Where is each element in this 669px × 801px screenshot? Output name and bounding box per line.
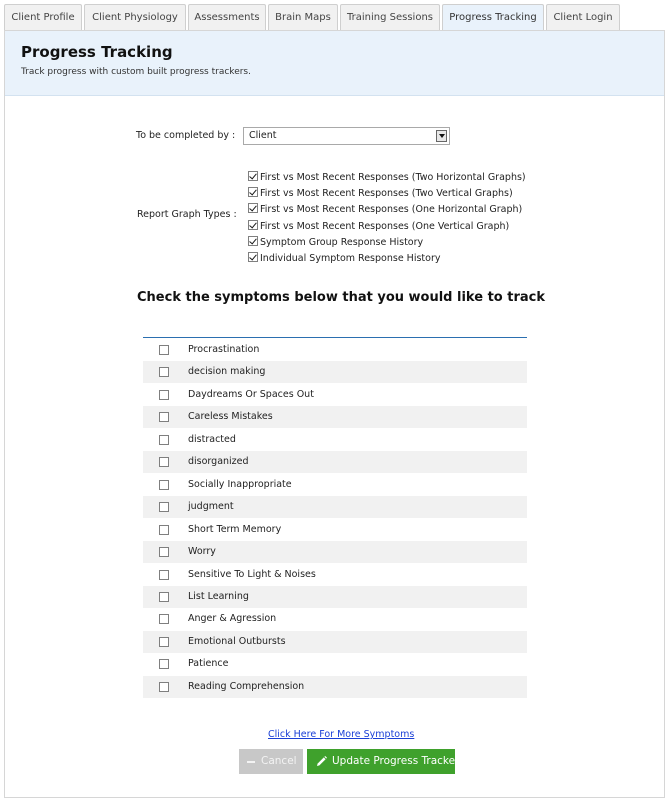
tab-client-physiology[interactable]: Client Physiology xyxy=(84,4,186,30)
symptom-label: List Learning xyxy=(188,590,249,602)
report-graph-type-option[interactable] xyxy=(248,220,509,234)
minus-icon xyxy=(247,761,255,763)
symptom-label: Worry xyxy=(188,546,216,558)
symptom-row xyxy=(143,496,527,518)
symptom-label: Procrastination xyxy=(188,344,260,355)
symptom-label: judgment xyxy=(188,501,234,513)
report-graph-type-option[interactable] xyxy=(248,187,513,201)
tab-client-profile[interactable]: Client Profile xyxy=(4,4,82,30)
completed-by-value: Client xyxy=(249,130,277,141)
more-symptoms-link[interactable]: Click Here For More Symptoms xyxy=(268,729,415,740)
page-subtitle: Track progress with custom built progress trackers. xyxy=(21,67,251,77)
report-graph-type-checkbox[interactable] xyxy=(248,252,258,262)
symptom-label: Patience xyxy=(188,658,229,670)
page-title: Progress Tracking xyxy=(21,43,173,61)
pencil-icon xyxy=(315,755,328,768)
report-graph-type-checkbox[interactable] xyxy=(248,171,258,181)
cancel-button-label: Cancel xyxy=(261,755,297,767)
symptom-checkbox[interactable] xyxy=(159,412,169,422)
symptom-checkbox[interactable] xyxy=(159,457,169,467)
symptom-checkbox[interactable] xyxy=(159,525,169,535)
symptom-row xyxy=(143,586,527,608)
symptom-row xyxy=(143,361,527,383)
symptom-checkbox[interactable] xyxy=(159,480,169,490)
report-graph-type-checkbox[interactable] xyxy=(248,236,258,246)
report-graph-type-checkbox[interactable] xyxy=(248,187,258,197)
symptoms-divider xyxy=(143,337,527,338)
symptom-checkbox[interactable] xyxy=(159,659,169,669)
report-graph-type-label: Symptom Group Response History xyxy=(260,236,424,248)
symptom-checkbox[interactable] xyxy=(159,547,169,557)
symptom-checkbox[interactable] xyxy=(159,367,169,377)
symptom-label: distracted xyxy=(188,433,236,445)
symptom-checkbox[interactable] xyxy=(159,614,169,624)
symptom-row xyxy=(143,631,527,653)
report-graph-type-label: First vs Most Recent Responses (Two Vertical Graphs) xyxy=(260,188,513,200)
report-graph-type-option[interactable] xyxy=(248,252,440,266)
report-graph-type-option[interactable] xyxy=(248,236,423,250)
symptom-row xyxy=(143,676,527,698)
symptom-row xyxy=(143,519,527,541)
symptom-checkbox[interactable] xyxy=(159,345,169,355)
update-button-label: Update Progress Tracker xyxy=(332,755,460,767)
completed-by-label: To be completed by : xyxy=(136,130,236,141)
tab-client-login[interactable]: Client Login xyxy=(546,4,620,30)
tab-progress-tracking[interactable]: Progress Tracking xyxy=(442,4,544,31)
report-graph-type-label: First vs Most Recent Responses (Two Horizontal Graphs) xyxy=(260,172,526,183)
symptom-checkbox[interactable] xyxy=(159,390,169,400)
symptom-row xyxy=(143,653,527,675)
symptom-label: Socially Inappropriate xyxy=(188,478,292,490)
report-graph-type-checkbox[interactable] xyxy=(248,220,258,230)
symptom-label: Careless Mistakes xyxy=(188,411,273,423)
report-graph-type-label: First vs Most Recent Responses (One Vertical Graph) xyxy=(260,220,510,232)
report-graph-type-label: Individual Symptom Response History xyxy=(260,253,441,264)
symptom-row xyxy=(143,406,527,428)
panel-header xyxy=(5,31,664,96)
symptom-row xyxy=(143,474,527,496)
symptom-label: disorganized xyxy=(188,456,249,468)
symptom-label: Anger & Agression xyxy=(188,613,277,625)
symptom-row xyxy=(143,451,527,473)
symptom-label: Short Term Memory xyxy=(188,523,282,535)
symptom-row xyxy=(143,429,527,451)
symptom-label: Sensitive To Light & Noises xyxy=(188,568,316,580)
tab-brain-maps[interactable]: Brain Maps xyxy=(268,4,338,30)
report-graph-type-option[interactable] xyxy=(248,171,526,185)
symptom-checkbox[interactable] xyxy=(159,435,169,445)
symptom-label: Daydreams Or Spaces Out xyxy=(188,388,314,400)
symptoms-heading: Check the symptoms below that you would like to track xyxy=(137,290,545,305)
symptom-row xyxy=(143,608,527,630)
symptom-label: Reading Comprehension xyxy=(188,680,305,692)
symptom-checkbox[interactable] xyxy=(159,502,169,512)
symptom-checkbox[interactable] xyxy=(159,570,169,580)
tab-training-sessions[interactable]: Training Sessions xyxy=(340,4,440,30)
completed-by-select[interactable] xyxy=(243,127,450,145)
chevron-down-icon[interactable] xyxy=(436,130,447,142)
symptom-checkbox[interactable] xyxy=(159,637,169,647)
symptom-label: decision making xyxy=(188,366,266,378)
symptom-row xyxy=(143,339,527,361)
report-graph-type-checkbox[interactable] xyxy=(248,203,258,213)
symptom-checkbox[interactable] xyxy=(159,682,169,692)
symptom-row xyxy=(143,384,527,406)
cancel-button[interactable] xyxy=(239,749,303,774)
symptom-checkbox[interactable] xyxy=(159,592,169,602)
report-graph-type-label: First vs Most Recent Responses (One Horizontal Graph) xyxy=(260,204,523,216)
report-graph-type-option[interactable] xyxy=(248,203,522,217)
tab-assessments[interactable]: Assessments xyxy=(188,4,266,30)
symptom-row xyxy=(143,541,527,563)
symptom-label: Emotional Outbursts xyxy=(188,635,286,647)
update-progress-tracker-button[interactable] xyxy=(307,749,460,774)
symptom-row xyxy=(143,564,527,586)
report-graph-types-label: Report Graph Types : xyxy=(137,209,237,220)
